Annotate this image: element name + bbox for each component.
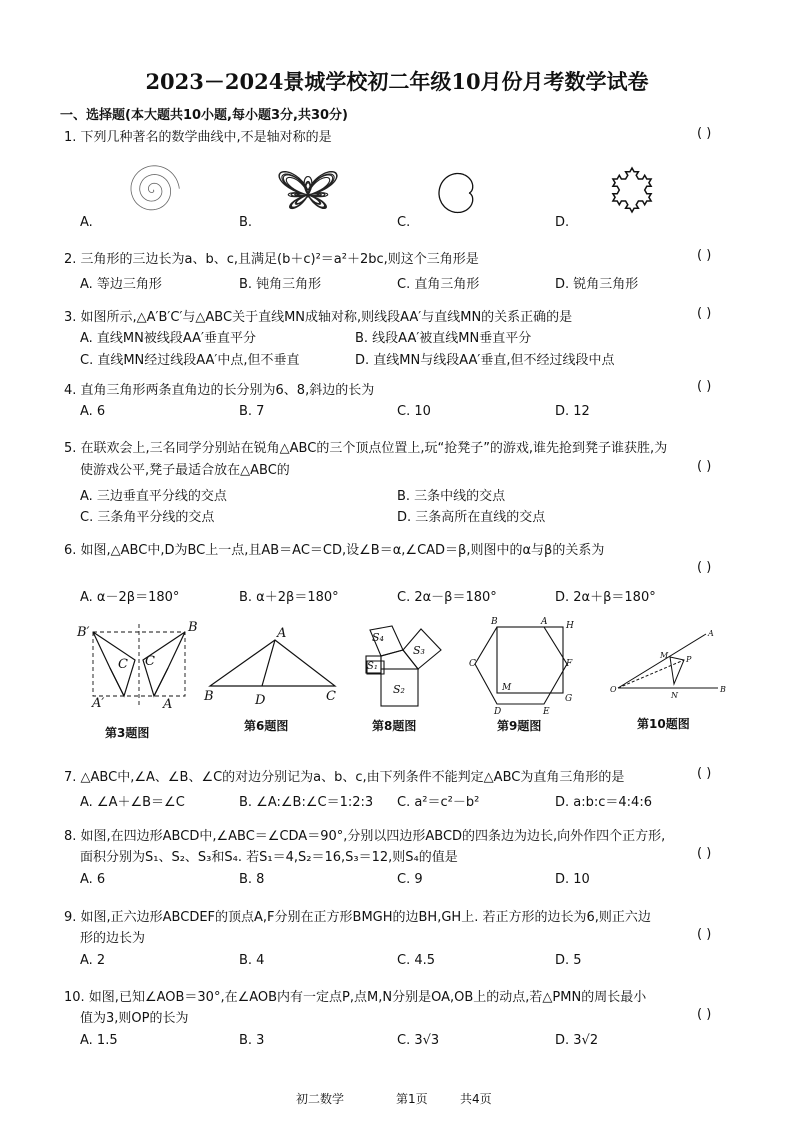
fig6-label-a: A — [277, 626, 287, 641]
q9-option-a[interactable]: A. 2 — [80, 953, 106, 968]
fig3-caption: 第3题图 — [105, 726, 150, 740]
q6-option-c[interactable]: C. 2α－β＝180° — [397, 590, 497, 605]
q1-answer-paren[interactable]: ( ) — [697, 126, 712, 141]
q10-option-c[interactable]: C. 3√3 — [397, 1033, 440, 1048]
fig8-label-s4: S₄ — [372, 631, 384, 644]
q5-option-c[interactable]: C. 三条角平分线的交点 — [80, 510, 215, 525]
figure-6 — [203, 626, 336, 708]
q2-option-b[interactable]: B. 钝角三角形 — [239, 277, 322, 292]
q5-option-b[interactable]: B. 三条中线的交点 — [397, 489, 506, 504]
q1-option-c[interactable]: C. — [397, 215, 411, 230]
q2-option-a[interactable]: A. 等边三角形 — [80, 277, 162, 292]
q3-option-d[interactable]: D. 直线MN与线段AA′垂直,但不经过线段中点 — [355, 353, 615, 368]
q6-answer-paren[interactable]: ( ) — [697, 560, 712, 575]
fig9-label-g: G — [565, 694, 573, 704]
q6-option-a[interactable]: A. α－2β＝180° — [80, 590, 180, 605]
q8-option-d[interactable]: D. 10 — [555, 872, 590, 887]
q8-stem-line1: 8. 如图,在四边形ABCD中,∠ABC＝∠CDA＝90°,分别以四边形ABCD的四条边为边长,向外作四个正方形, — [64, 829, 666, 844]
fig10-label-a: A — [708, 629, 714, 638]
q6-stem: 6. 如图,△ABC中,D为BC上一点,且AB＝AC＝CD,设∠B＝α,∠CAD＝β,则图中的α与β的关系为 — [64, 543, 605, 558]
q1-stem: 1. 下列几种著名的数学曲线中,不是轴对称的是 — [64, 130, 332, 145]
q2-answer-paren[interactable]: ( ) — [697, 248, 712, 263]
fig3-label-aprime: A′ — [92, 696, 105, 711]
fig6-label-b: B — [204, 689, 214, 704]
q7-stem: 7. △ABC中,∠A、∠B、∠C的对边分别记为a、b、c,由下列条件不能判定△ABC为直角三角形的是 — [64, 770, 625, 785]
q4-stem: 4. 直角三角形两条直角边的长分别为6、8,斜边的长为 — [64, 383, 375, 398]
q5-stem-line1: 5. 在联欢会上,三名同学分别站在锐角△ABC的三个顶点位置上,玩“抢凳子”的游戏,谁先抢到凳子谁获胜,为 — [64, 441, 668, 456]
q9-stem-line2: 形的边长为 — [80, 931, 146, 946]
q3-stem: 3. 如图所示,△A′B′C′与△ABC关于直线MN成轴对称,则线段AA′与直线MN的关系正确的是 — [64, 310, 573, 325]
fig6-label-c: C — [326, 689, 336, 704]
q10-stem-line1: 10. 如图,已知∠AOB＝30°,在∠AOB内有一定点P,点M,N分别是OA,OB上的动点,若△PMN的周长最小 — [64, 990, 647, 1005]
fig10-caption: 第10题图 — [637, 717, 690, 731]
q8-answer-paren[interactable]: ( ) — [697, 846, 712, 861]
fig3-label-c2: C — [145, 654, 155, 669]
fig3-label-b: B — [188, 620, 198, 635]
fig8-label-s1: S₁ — [367, 661, 378, 672]
q9-option-d[interactable]: D. 5 — [555, 953, 582, 968]
fig6-caption: 第6题图 — [244, 719, 289, 733]
q8-stem-line2: 面积分别为S₁、S₂、S₃和S₄. 若S₁＝4,S₂＝16,S₃＝12,则S₄的值是 — [80, 850, 458, 865]
fig6-label-d: D — [255, 693, 266, 708]
q8-option-c[interactable]: C. 9 — [397, 872, 423, 887]
q10-option-a[interactable]: A. 1.5 — [80, 1033, 118, 1048]
q7-answer-paren[interactable]: ( ) — [697, 766, 712, 781]
q4-answer-paren[interactable]: ( ) — [697, 379, 712, 394]
fig9-label-d: D — [494, 707, 502, 717]
q7-option-b[interactable]: B. ∠A:∠B:∠C＝1:2:3 — [239, 795, 374, 810]
q9-option-b[interactable]: B. 4 — [239, 953, 265, 968]
q5-answer-paren[interactable]: ( ) — [697, 459, 712, 474]
fig9-label-m: M — [502, 683, 512, 693]
fig8-label-s3: S₃ — [413, 644, 425, 657]
q1-option-b[interactable]: B. — [239, 215, 253, 230]
q10-option-d[interactable]: D. 3√2 — [555, 1033, 599, 1048]
fig9-label-f: F — [566, 659, 573, 669]
q7-option-d[interactable]: D. a:b:c＝4:4:6 — [555, 795, 652, 810]
footer-page: 第1页 — [396, 1092, 428, 1106]
q3-option-b[interactable]: B. 线段AA′被直线MN垂直平分 — [355, 331, 532, 346]
q10-answer-paren[interactable]: ( ) — [697, 1007, 712, 1022]
q3-option-a[interactable]: A. 直线MN被线段AA′垂直平分 — [80, 331, 256, 346]
q2-option-c[interactable]: C. 直角三角形 — [397, 277, 480, 292]
fig3-label-a: A — [163, 697, 173, 712]
fig10-label-m: M — [660, 651, 669, 660]
q8-option-b[interactable]: B. 8 — [239, 872, 265, 887]
q10-option-b[interactable]: B. 3 — [239, 1033, 265, 1048]
fig8-label-s2: S₂ — [393, 683, 405, 696]
fig10-label-b: B — [720, 685, 726, 694]
fig3-label-bprime: B′ — [77, 625, 90, 640]
fig10-label-p: P — [686, 655, 692, 664]
section-heading: 一、选择题(本大题共10小题,每小题3分,共30分) — [60, 108, 348, 123]
fig9-label-e: E — [543, 707, 550, 717]
q8-option-a[interactable]: A. 6 — [80, 872, 106, 887]
fig8-caption: 第8题图 — [372, 719, 417, 733]
q2-stem: 2. 三角形的三边长为a、b、c,且满足(b＋c)²＝a²＋2bc,则这个三角形是 — [64, 252, 479, 267]
q2-option-d[interactable]: D. 锐角三角形 — [555, 277, 639, 292]
q3-answer-paren[interactable]: ( ) — [697, 306, 712, 321]
q5-stem-line2: 使游戏公平,凳子最适合放在△ABC的 — [80, 463, 290, 478]
q9-option-c[interactable]: C. 4.5 — [397, 953, 436, 968]
q4-option-c[interactable]: C. 10 — [397, 404, 431, 419]
q4-option-d[interactable]: D. 12 — [555, 404, 590, 419]
figure-9 — [469, 617, 574, 717]
fig9-label-c: C — [469, 659, 476, 669]
q4-option-a[interactable]: A. 6 — [80, 404, 106, 419]
figure-3 — [76, 620, 198, 712]
fig9-label-h: H — [566, 621, 574, 631]
q10-stem-line2: 值为3,则OP的长为 — [80, 1011, 189, 1026]
exam-title: 2023－2024景城学校初二年级10月份月考数学试卷 — [145, 69, 649, 94]
q9-answer-paren[interactable]: ( ) — [697, 927, 712, 942]
q6-option-d[interactable]: D. 2α＋β＝180° — [555, 590, 656, 605]
q6-option-b[interactable]: B. α＋2β＝180° — [239, 590, 339, 605]
q3-option-c[interactable]: C. 直线MN经过线段AA′中点,但不垂直 — [80, 353, 300, 368]
fig10-label-n: N — [671, 691, 678, 700]
q4-option-b[interactable]: B. 7 — [239, 404, 265, 419]
footer-total: 共4页 — [460, 1092, 492, 1106]
q5-option-d[interactable]: D. 三条高所在直线的交点 — [397, 510, 546, 525]
q7-option-c[interactable]: C. a²＝c²－b² — [397, 795, 480, 810]
figure-8 — [366, 626, 441, 706]
fig9-label-a: A — [541, 617, 548, 627]
q5-option-a[interactable]: A. 三边垂直平分线的交点 — [80, 489, 227, 504]
q1-option-d[interactable]: D. — [555, 215, 570, 230]
q9-stem-line1: 9. 如图,正六边形ABCDEF的顶点A,F分别在正方形BMGH的边BH,GH上. 若正方形的边长为6,则正六边 — [64, 910, 651, 925]
fig9-caption: 第9题图 — [497, 719, 542, 733]
q1-option-a[interactable]: A. — [80, 215, 93, 230]
q7-option-a[interactable]: A. ∠A＋∠B＝∠C — [80, 795, 185, 810]
figure-10 — [610, 629, 726, 700]
fig10-label-o: O — [610, 685, 617, 694]
fig9-label-b: B — [491, 617, 498, 627]
footer-subject: 初二数学 — [296, 1092, 345, 1106]
fig3-label-c1: C — [118, 657, 128, 672]
